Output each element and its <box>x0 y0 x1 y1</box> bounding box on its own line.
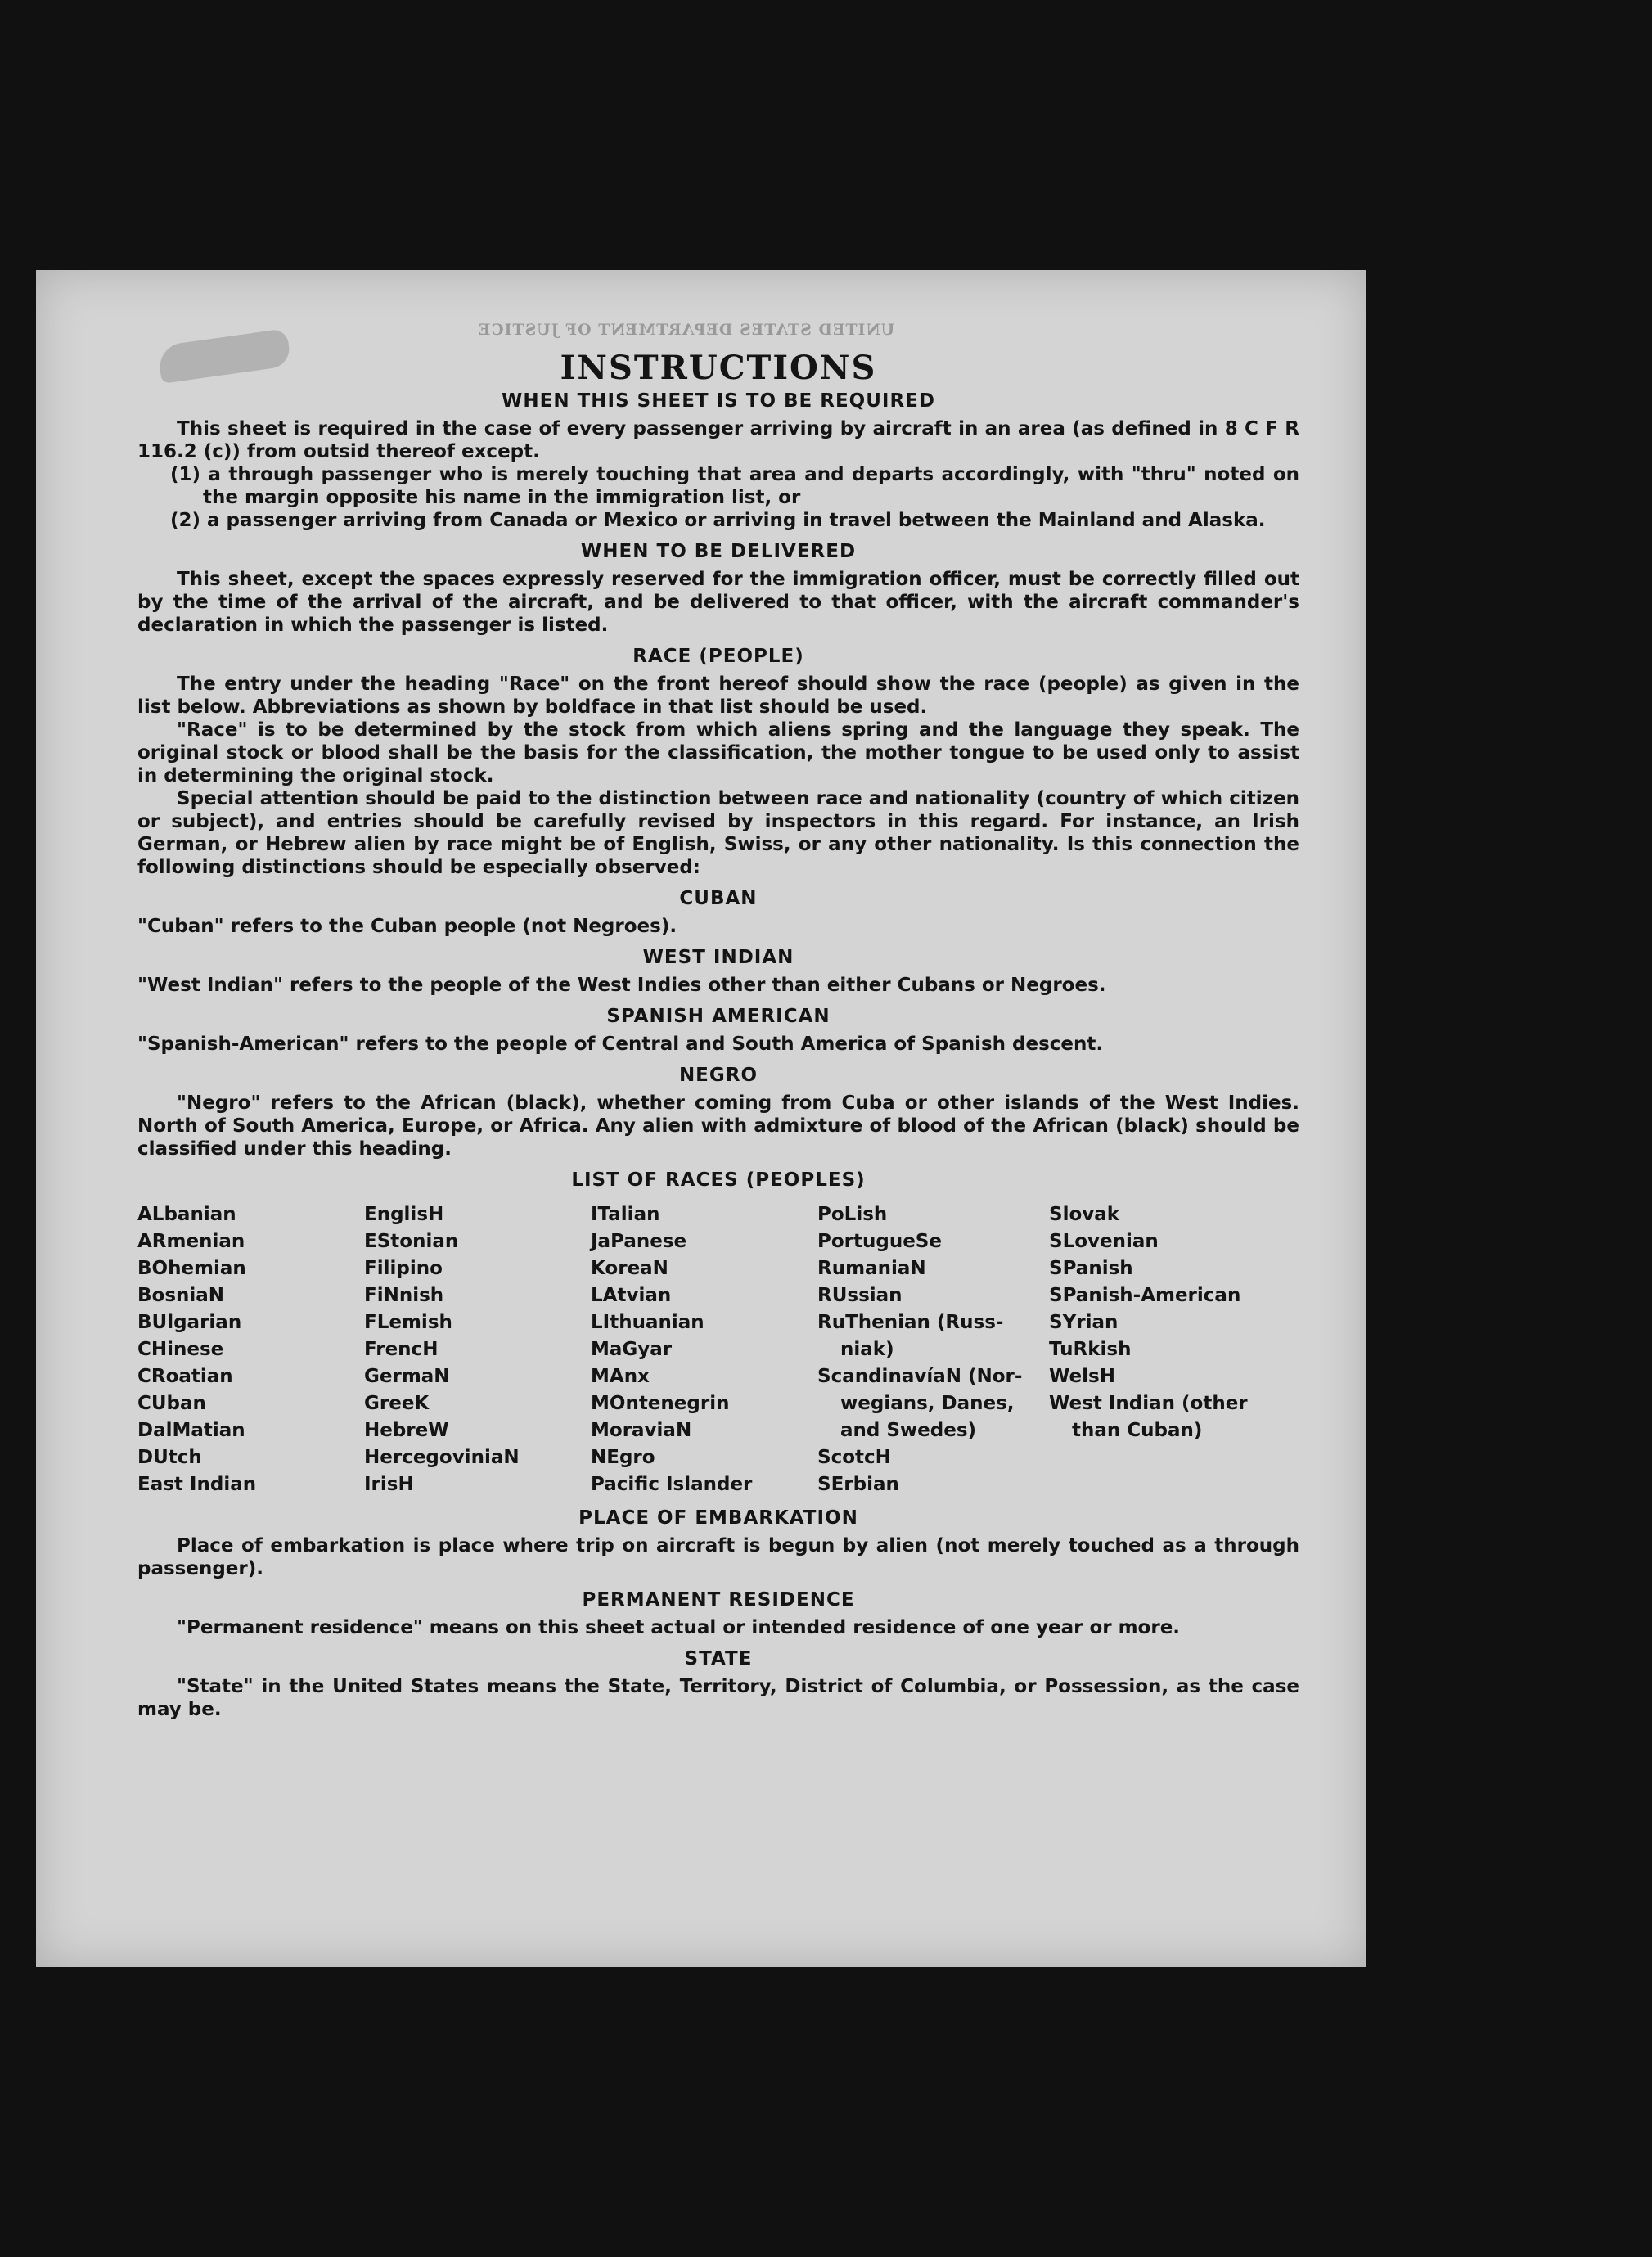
required-item-1: (1) a through passenger who is merely touching that area and departs accordingly, with "thru" noted on the margin opposite his name in the immigration list, or <box>170 464 1299 508</box>
bleed-through-text: UNITED STATES DEPARTMENT OF JUSTICE <box>478 321 895 339</box>
race-entry: CUban <box>137 1393 206 1414</box>
heading-state: STATE <box>684 1648 753 1669</box>
race-entry: LIthuanian <box>591 1312 704 1333</box>
race-entry: ScotcH <box>817 1447 891 1468</box>
heading-embarkation: PLACE OF EMBARKATION <box>578 1507 858 1529</box>
heading-residence: PERMANENT RESIDENCE <box>582 1589 855 1611</box>
races-column <box>1049 1201 1294 1498</box>
heading-required: WHEN THIS SHEET IS TO BE REQUIRED <box>502 390 935 412</box>
race-entry: HercegoviniaN <box>364 1447 520 1468</box>
race-entry: EnglisH <box>364 1204 444 1225</box>
race-entry: SErbian <box>817 1474 899 1495</box>
race-entry: RuThenian (Russ- <box>817 1312 1004 1333</box>
race-entry: RumaniaN <box>817 1258 926 1279</box>
race-entry: DalMatian <box>137 1420 245 1441</box>
race-entry: Slovak <box>1049 1204 1120 1225</box>
heading-cuban: CUBAN <box>679 888 758 909</box>
heading-delivered: WHEN TO BE DELIVERED <box>580 541 857 562</box>
race-entry: niak) <box>840 1339 894 1360</box>
race-entry: ARmenian <box>137 1231 245 1252</box>
race-entry: ALbanian <box>137 1204 236 1225</box>
residence-text: "Permanent residence" means on this sheet actual or intended residence of one year or more. <box>177 1617 1181 1638</box>
race-entry: HebreW <box>364 1420 449 1441</box>
heading-negro: NEGRO <box>678 1065 758 1086</box>
race-entry: East Indian <box>137 1474 257 1495</box>
races-column <box>817 1201 1049 1498</box>
heading-list-of-races: LIST OF RACES (PEOPLES) <box>571 1169 866 1191</box>
race-entry: wegians, Danes, <box>840 1393 1015 1414</box>
race-entry: SLovenian <box>1049 1231 1159 1252</box>
west-indian-text: "West Indian" refers to the people of the West Indies other than either Cubans or Negroes. <box>137 975 1106 996</box>
races-column <box>591 1201 817 1498</box>
race-entry: SYrian <box>1049 1312 1119 1333</box>
race-entry: CRoatian <box>137 1366 233 1387</box>
heading-race: RACE (PEOPLE) <box>632 646 804 667</box>
heading-west-indian: WEST INDIAN <box>642 947 794 968</box>
race-entry: FLemish <box>364 1312 452 1333</box>
race-entry: Pacific Islander <box>591 1474 753 1495</box>
race-entry: SPanish-American <box>1049 1285 1241 1306</box>
race-entry: FiNnish <box>364 1285 444 1306</box>
race-entry: ITalian <box>591 1204 660 1225</box>
race-entry: ScandinavíaN (Nor- <box>817 1366 1023 1387</box>
race-entry: and Swedes) <box>840 1420 977 1441</box>
instructions-body <box>137 349 1299 1721</box>
required-intro: This sheet is required in the case of every passenger arriving by aircraft in an area (as defined in 8 C F R 116.2 (c)) from outsid thereof except. <box>137 418 1299 462</box>
race-entry: BUlgarian <box>137 1312 242 1333</box>
race-entry: JaPanese <box>591 1231 687 1252</box>
heading-spanish-american: SPANISH AMERICAN <box>606 1006 831 1027</box>
race-entry: PortugueSe <box>817 1231 942 1252</box>
race-entry: FrencH <box>364 1339 439 1360</box>
race-entry: NEgro <box>591 1447 655 1468</box>
race-entry: GreeK <box>364 1393 430 1414</box>
delivered-text: This sheet, except the spaces expressly reserved for the immigration officer, must be correctly filled out by the time of the arrival of the aircraft, and be delivered to that officer, with the aircraft commander's declaration in which the passenger is listed. <box>137 569 1299 636</box>
race-entry: RUssian <box>817 1285 903 1306</box>
races-column <box>364 1201 591 1498</box>
race-entry: BOhemian <box>137 1258 246 1279</box>
race-entry: TuRkish <box>1049 1339 1132 1360</box>
page-title: INSTRUCTIONS <box>560 349 877 387</box>
race-entry: DUtch <box>137 1447 202 1468</box>
races-table <box>137 1201 1299 1498</box>
race-entry: IrisH <box>364 1474 414 1495</box>
race-paragraph: Special attention should be paid to the distinction between race and nationality (country of which citizen or subject), and entries should be carefully revised by inspectors in this regard. For instance, an Irish German, or Hebrew alien by race might be of English, Swiss, or any other nationality. Is this connection the following distinctions should be especially observed: <box>137 788 1299 878</box>
state-text: "State" in the United States means the State, Territory, District of Columbia, or Possession, as the case may be. <box>137 1676 1299 1720</box>
race-entry: Filipino <box>364 1258 443 1279</box>
race-entry: LAtvian <box>591 1285 672 1306</box>
race-paragraph: The entry under the heading "Race" on the front hereof should show the race (people) as given in the list below. Abbreviations as shown by boldface in that list should be used. <box>137 673 1299 718</box>
race-entry: MOntenegrin <box>591 1393 730 1414</box>
race-entry: MaGyar <box>591 1339 673 1360</box>
race-entry: than Cuban) <box>1072 1420 1203 1441</box>
cuban-text: "Cuban" refers to the Cuban people (not Negroes). <box>137 916 677 937</box>
race-entry: PoLish <box>817 1204 888 1225</box>
race-entry: West Indian (other <box>1049 1393 1248 1414</box>
race-entry: SPanish <box>1049 1258 1133 1279</box>
race-entry: GermaN <box>364 1366 450 1387</box>
race-entry: BosniaN <box>137 1285 225 1306</box>
document-sheet <box>36 270 1366 1967</box>
negro-text: "Negro" refers to the African (black), whether coming from Cuba or other islands of the West Indies. North of South America, Europe, or Africa. Any alien with admixture of blood of the African (black) should be classified under this heading. <box>137 1092 1299 1160</box>
races-column <box>137 1201 364 1498</box>
race-paragraph: "Race" is to be determined by the stock from which aliens spring and the language they speak. The original stock or blood shall be the basis for the classification, the mother tongue to be used only to assist in determining the original stock. <box>137 719 1299 786</box>
race-entry: EStonian <box>364 1231 459 1252</box>
race-entry: KoreaN <box>591 1258 668 1279</box>
embarkation-text: Place of embarkation is place where trip on aircraft is begun by alien (not merely touched as a through passenger). <box>137 1535 1299 1579</box>
spanish-american-text: "Spanish-American" refers to the people of Central and South America of Spanish descent. <box>137 1034 1104 1055</box>
race-entry: WelsH <box>1049 1366 1115 1387</box>
race-entry: MoraviaN <box>591 1420 692 1441</box>
required-item-2: (2) a passenger arriving from Canada or Mexico or arriving in travel between the Mainland and Alaska. <box>170 510 1266 531</box>
race-entry: MAnx <box>591 1366 650 1387</box>
race-entry: CHinese <box>137 1339 224 1360</box>
